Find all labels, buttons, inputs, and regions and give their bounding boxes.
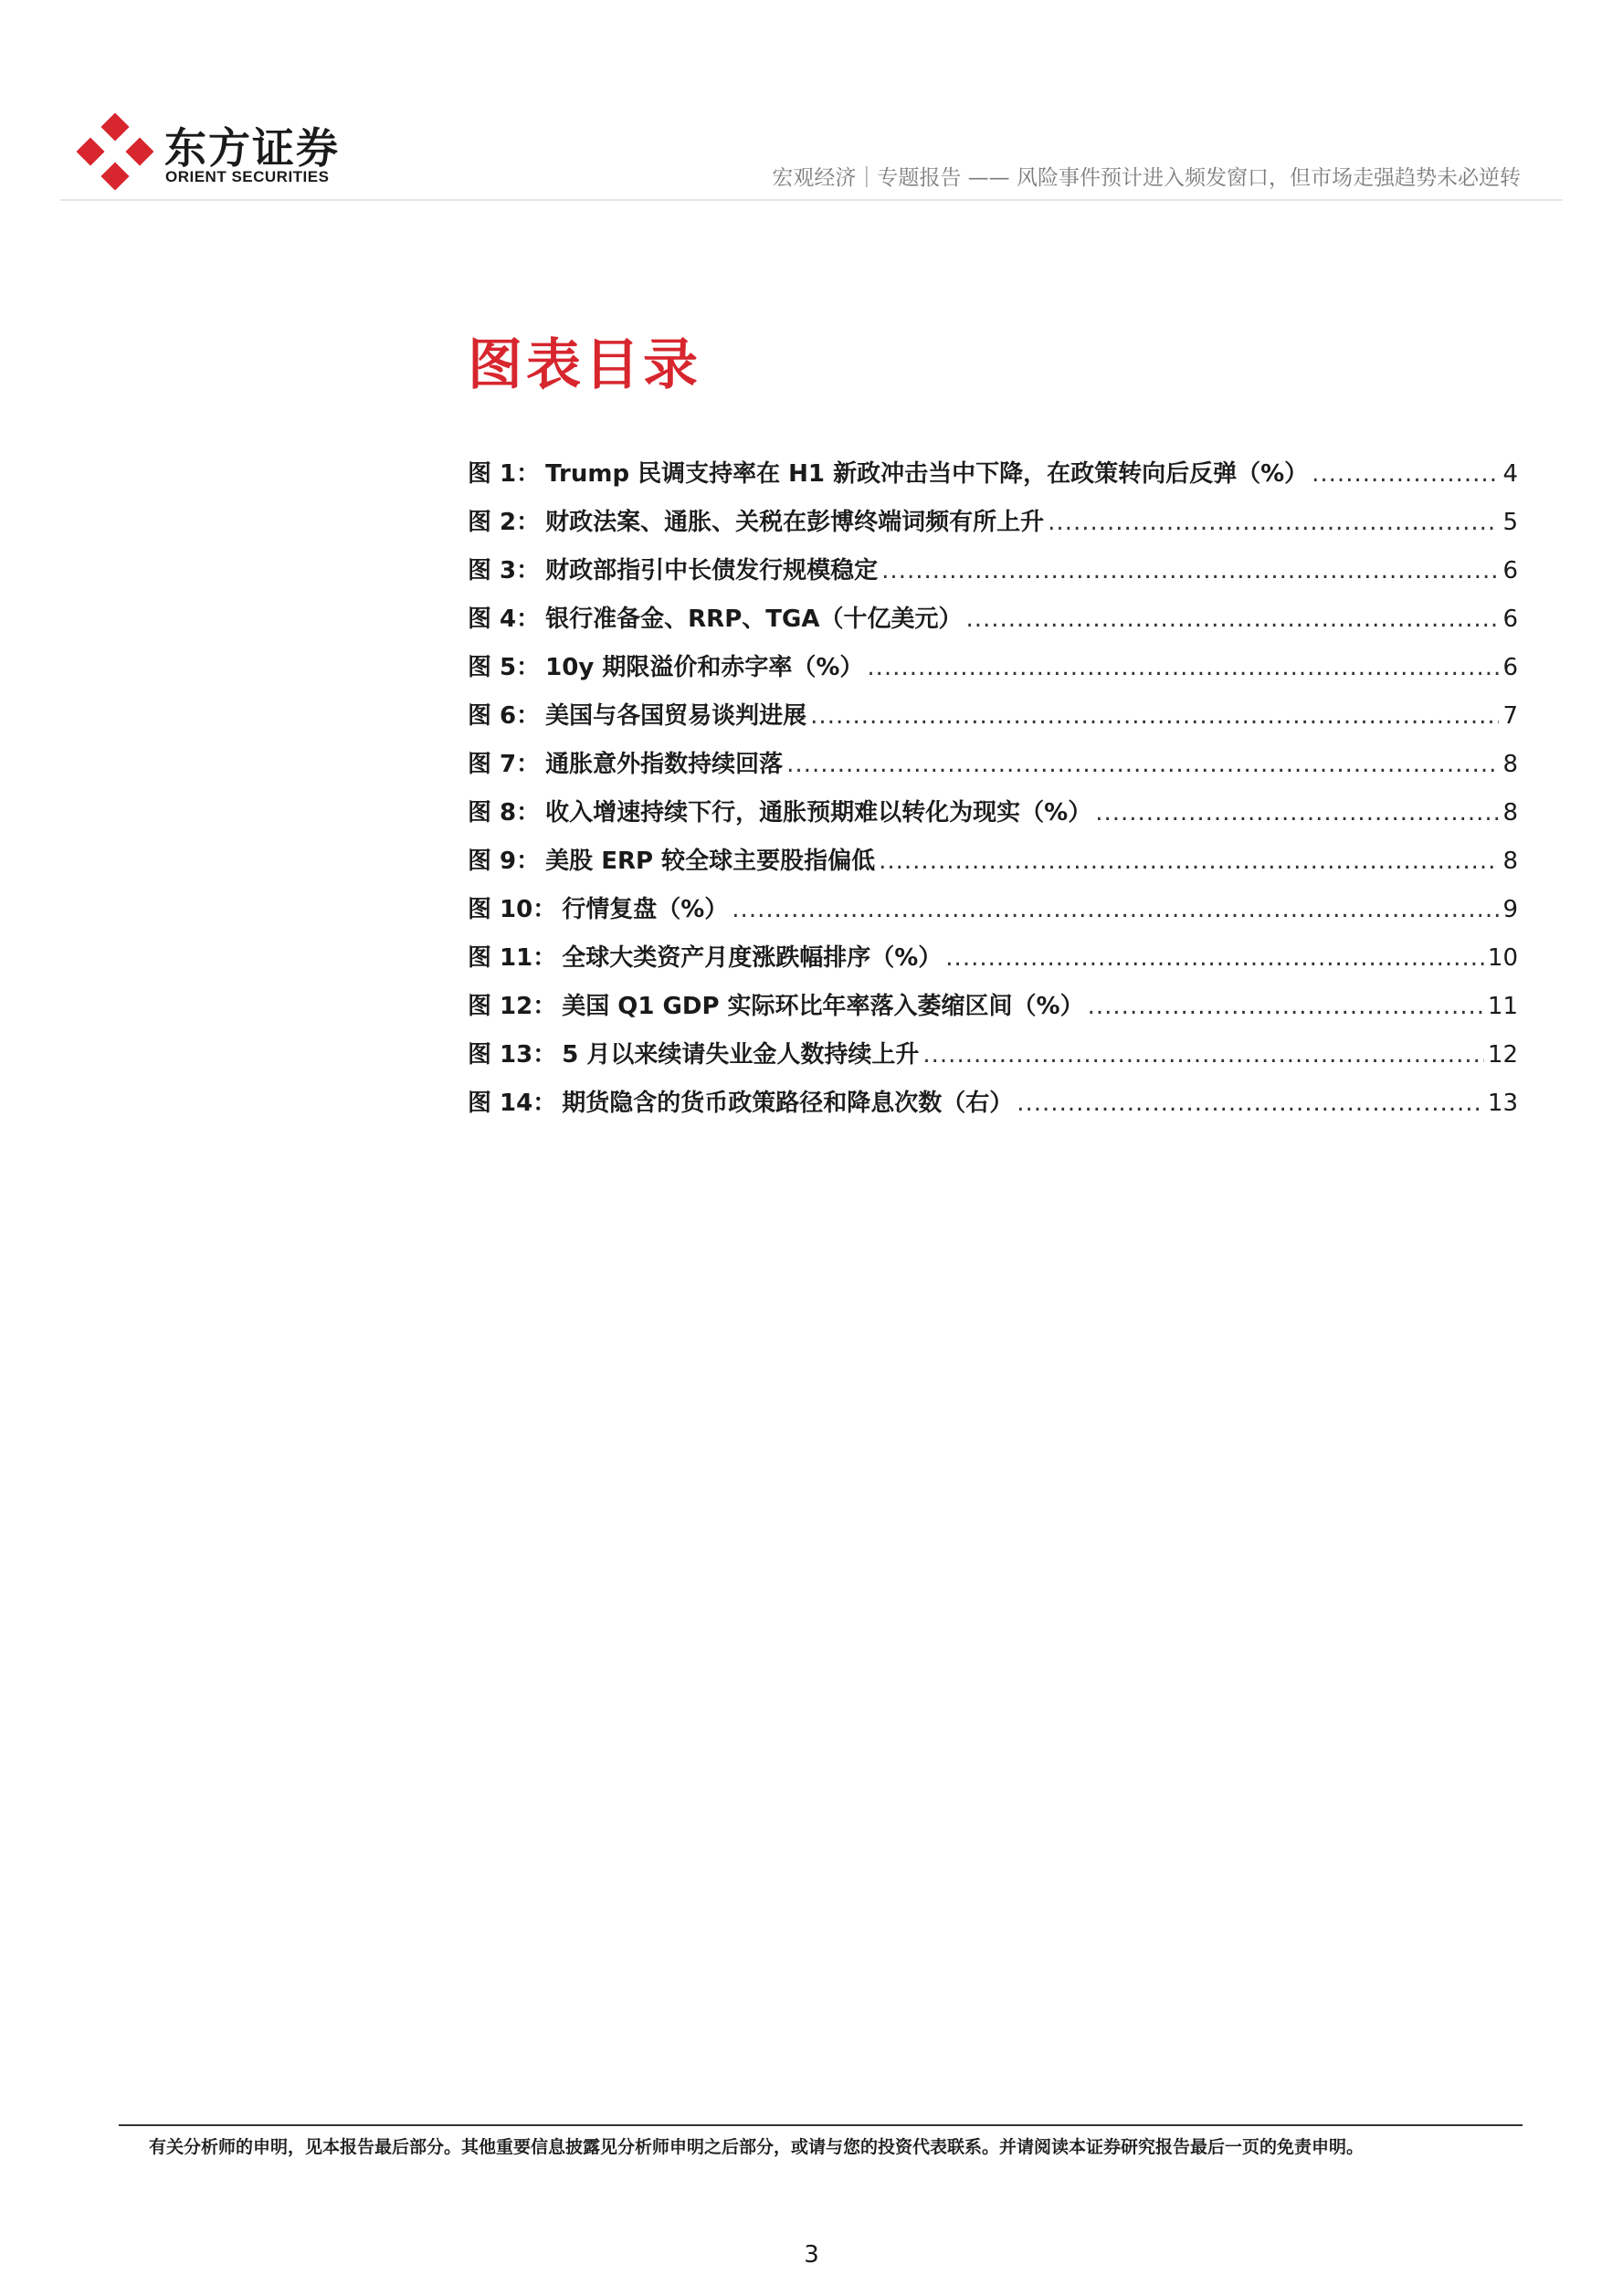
toc-entry[interactable]: [468, 455, 1518, 503]
toc-entry-text: 期货隐含的货币政策路径和降息次数（右）: [562, 1090, 1014, 1117]
toc-leader-dots: [1048, 509, 1499, 536]
toc-list: [468, 455, 1518, 1132]
toc-entry[interactable]: [468, 503, 1518, 552]
toc-entry-label: 图 2：: [468, 509, 541, 536]
toc-entry[interactable]: [468, 552, 1518, 600]
toc-leader-dots: [732, 896, 1499, 923]
toc-entry-label: 图 12：: [468, 993, 557, 1020]
toc-title: 图表目录: [468, 333, 701, 397]
toc-entry[interactable]: [468, 939, 1518, 987]
toc-entry-text: 通胀意外指数持续回落: [545, 751, 784, 778]
toc-leader-dots: [810, 702, 1499, 730]
toc-entry[interactable]: [468, 987, 1518, 1036]
toc-entry-text: 美国与各国贸易谈判进展: [545, 702, 807, 730]
toc-leader-dots: [1017, 1090, 1484, 1117]
toc-entry-label: 图 4：: [468, 606, 541, 633]
toc-entry[interactable]: [468, 794, 1518, 842]
toc-leader-dots: [1088, 993, 1484, 1020]
toc-entry-text: 行情复盘（%）: [562, 896, 729, 923]
toc-entry-label: 图 8：: [468, 799, 541, 827]
toc-entry-page: 8: [1502, 848, 1518, 875]
toc-entry-label: 图 6：: [468, 702, 541, 730]
toc-entry-page: 9: [1502, 896, 1518, 923]
toc-entry-page: 6: [1502, 557, 1518, 585]
toc-entry[interactable]: [468, 1084, 1518, 1132]
toc-leader-dots: [881, 557, 1499, 585]
toc-entry-label: 图 13：: [468, 1041, 557, 1069]
toc-leader-dots: [922, 1041, 1484, 1069]
toc-entry-label: 图 14：: [468, 1090, 557, 1117]
page-number: 3: [804, 2241, 819, 2269]
toc-entry-page: 11: [1487, 993, 1518, 1020]
toc-leader-dots: [965, 606, 1499, 633]
toc-entry-page: 13: [1487, 1090, 1518, 1117]
toc-entry-page: 7: [1502, 702, 1518, 730]
toc-entry-text: 5 月以来续请失业金人数持续上升: [562, 1041, 920, 1069]
logo-english-name: ORIENT SECURITIES: [165, 168, 330, 185]
toc-entry-page: 4: [1502, 460, 1518, 488]
toc-entry[interactable]: [468, 600, 1518, 648]
toc-entry-label: 图 7：: [468, 751, 541, 778]
toc-entry-label: 图 11：: [468, 944, 557, 972]
toc-leader-dots: [945, 944, 1484, 972]
toc-entry-text: 10y 期限溢价和赤字率（%）: [545, 654, 864, 681]
toc-entry-text: 全球大类资产月度涨跌幅排序（%）: [562, 944, 943, 972]
toc-entry-page: 12: [1487, 1041, 1518, 1069]
toc-entry-label: 图 10：: [468, 896, 557, 923]
toc-entry-label: 图 5：: [468, 654, 541, 681]
header-divider: [60, 199, 1563, 201]
toc-leader-dots: [1312, 460, 1499, 488]
toc-entry[interactable]: [468, 1036, 1518, 1084]
toc-entry-page: 10: [1487, 944, 1518, 972]
logo-chinese-name: 东方证券: [164, 123, 340, 173]
toc-entry-text: 银行准备金、RRP、TGA（十亿美元）: [545, 606, 963, 633]
toc-entry-page: 8: [1502, 751, 1518, 778]
toc-entry-page: 5: [1502, 509, 1518, 536]
toc-entry-page: 8: [1502, 799, 1518, 827]
report-breadcrumb: 宏观经济｜专题报告 —— 风险事件预计进入频发窗口，但市场走强趋势未必逆转: [772, 166, 1521, 190]
toc-entry-label: 图 3：: [468, 557, 541, 585]
toc-entry-text: 财政部指引中长债发行规模稳定: [545, 557, 879, 585]
toc-entry[interactable]: [468, 697, 1518, 745]
toc-leader-dots: [879, 848, 1499, 875]
toc-entry-label: 图 1：: [468, 460, 541, 488]
toc-leader-dots: [1095, 799, 1499, 827]
toc-entry-text: Trump 民调支持率在 H1 新政冲击当中下降，在政策转向后反弹（%）: [545, 460, 1309, 488]
toc-entry-text: 美股 ERP 较全球主要股指偏低: [545, 848, 876, 875]
toc-entry[interactable]: [468, 890, 1518, 939]
footer-disclaimer: 有关分析师的申明，见本报告最后部分。其他重要信息披露见分析师申明之后部分，或请与您的投资代表联系。并请阅读本证券研究报告最后一页的免责申明。: [149, 2137, 1365, 2157]
toc-entry[interactable]: [468, 842, 1518, 890]
toc-leader-dots: [786, 751, 1499, 778]
toc-entry[interactable]: [468, 745, 1518, 794]
toc-entry-page: 6: [1502, 606, 1518, 633]
toc-entry-text: 收入增速持续下行，通胀预期难以转化为现实（%）: [545, 799, 1092, 827]
toc-leader-dots: [867, 654, 1499, 681]
toc-entry-label: 图 9：: [468, 848, 541, 875]
footer-divider: [119, 2124, 1523, 2126]
toc-entry-page: 6: [1502, 654, 1518, 681]
orient-logo-icon: [77, 113, 153, 190]
toc-entry[interactable]: [468, 648, 1518, 697]
toc-entry-text: 美国 Q1 GDP 实际环比年率落入萎缩区间（%）: [562, 993, 1084, 1020]
toc-entry-text: 财政法案、通胀、关税在彭博终端词频有所上升: [545, 509, 1045, 536]
